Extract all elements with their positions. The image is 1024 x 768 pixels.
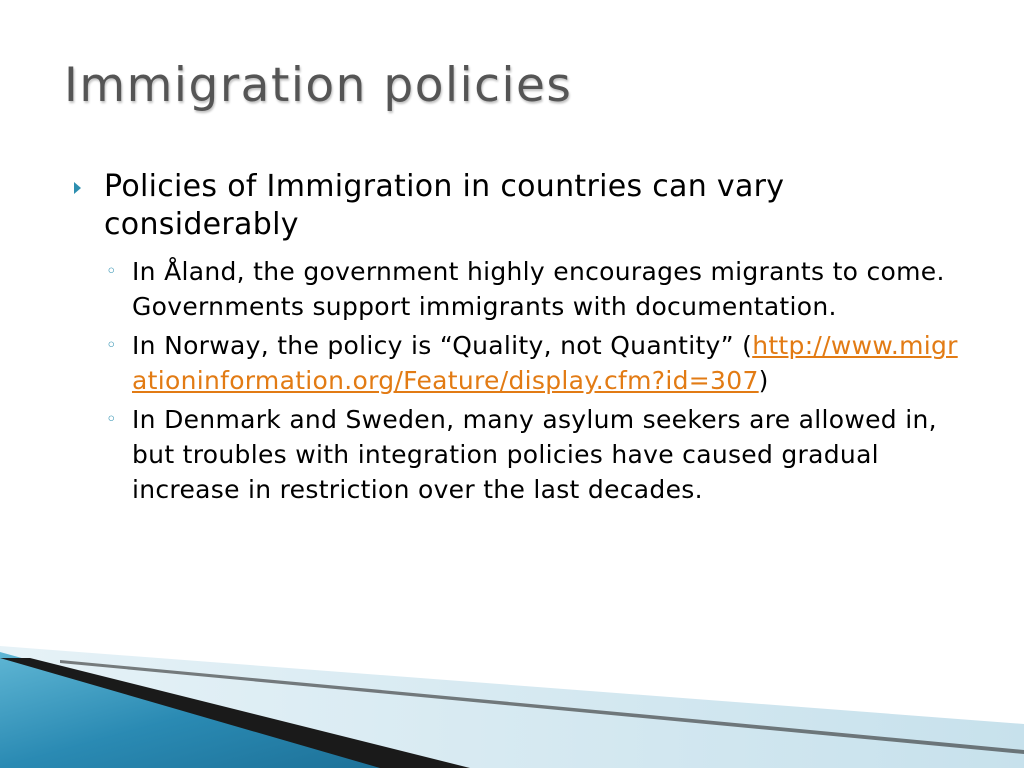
bullet-level1-text: Policies of Immigration in countries can vary considerably — [104, 169, 785, 242]
circle-bullet-icon: ◦ — [106, 335, 117, 356]
sub-bullet-aland — [72, 254, 972, 324]
slide-title: Immigration policies — [64, 58, 573, 113]
migration-info-link[interactable]: http://www.migrationinformation.org/Feature/display.cfm?id=307 — [132, 331, 958, 395]
bullet-level1 — [72, 168, 972, 244]
corner-decoration — [0, 638, 1024, 768]
circle-bullet-icon: ◦ — [106, 409, 117, 430]
sub-bullet-denmark-sweden — [72, 402, 972, 507]
sub-bullet-suffix: ) — [758, 366, 769, 395]
circle-bullet-icon: ◦ — [106, 261, 117, 282]
sub-bullet-prefix: In Norway, the policy is “Quality, not Quantity” ( — [132, 331, 753, 360]
slide-body — [72, 168, 972, 511]
sub-bullet-norway — [72, 328, 972, 398]
sub-bullet-list — [72, 254, 972, 507]
triangle-bullet-icon — [74, 182, 81, 194]
sub-bullet-text: In Denmark and Sweden, many asylum seekers are allowed in, but troubles with integration policies have caused gradual increase in restriction over the last decades. — [132, 405, 937, 504]
sub-bullet-text: In Åland, the government highly encourages migrants to come. Governments support immigrants with documentation. — [132, 257, 945, 321]
